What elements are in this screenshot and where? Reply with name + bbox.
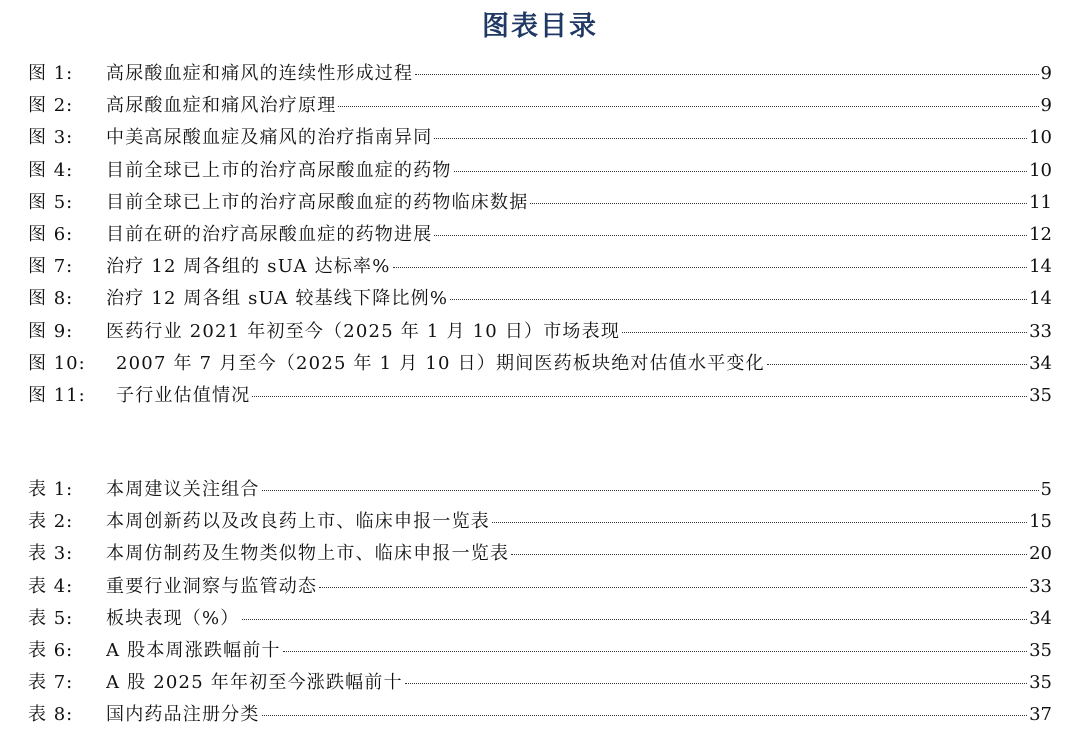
entry-title: 本周建议关注组合 xyxy=(106,479,260,500)
dot-leader xyxy=(262,715,1027,716)
dot-leader xyxy=(415,74,1038,75)
entry-number: 表 8: xyxy=(28,704,74,726)
entry-number: 表 3: xyxy=(28,543,74,565)
toc-entry-table-2[interactable] xyxy=(28,506,1052,538)
entry-page-number: 35 xyxy=(1029,639,1052,661)
toc-entry-figure-8[interactable] xyxy=(28,283,1052,315)
entry-page-number: 35 xyxy=(1029,384,1052,406)
entry-page-number: 33 xyxy=(1029,320,1052,342)
dot-leader xyxy=(434,235,1027,236)
entry-title: 目前在研的治疗高尿酸血症的药物进展 xyxy=(106,223,433,245)
toc-entry-figure-2[interactable] xyxy=(28,90,1052,122)
dot-leader xyxy=(242,619,1028,620)
entry-title: 医药行业 2021 年初至今（2025 年 1 月 10 日）市场表现 xyxy=(106,320,621,342)
entry-number: 图 10: xyxy=(28,352,86,374)
dot-leader xyxy=(393,267,1028,268)
entry-page-number: 35 xyxy=(1029,672,1052,694)
entry-number: 表 1: xyxy=(28,479,74,500)
entry-title: 本周仿制药及生物类似物上市、临床申报一览表 xyxy=(106,543,510,565)
entry-number: 图 1: xyxy=(28,63,74,84)
entry-number: 图 4: xyxy=(28,159,74,181)
entry-page-number: 9 xyxy=(1040,63,1052,84)
dot-leader xyxy=(434,138,1027,139)
toc-entry-table-4[interactable] xyxy=(28,571,1052,603)
entry-page-number: 37 xyxy=(1029,704,1052,726)
dot-leader xyxy=(767,364,1027,365)
dot-leader xyxy=(622,332,1027,333)
entry-number: 图 2: xyxy=(28,95,74,117)
entry-title: 板块表现（%） xyxy=(106,607,240,629)
entry-page-number: 20 xyxy=(1029,543,1052,565)
entry-title: 高尿酸血症和痛风治疗原理 xyxy=(106,95,337,117)
entry-title: 治疗 12 周各组 sUA 较基线下降比例% xyxy=(106,288,449,310)
dot-leader xyxy=(252,396,1027,397)
page-title: 图表目录 xyxy=(482,11,598,42)
dot-leader xyxy=(492,522,1027,523)
entry-page-number: 33 xyxy=(1029,575,1052,597)
toc-entry-figure-11[interactable] xyxy=(28,380,1052,412)
entry-title: 子行业估值情况 xyxy=(116,384,251,406)
entry-number: 图 6: xyxy=(28,223,74,245)
entry-number: 图 11: xyxy=(28,384,86,406)
entry-number: 图 3: xyxy=(28,127,74,149)
dot-leader xyxy=(450,299,1027,300)
dot-leader xyxy=(530,203,1027,204)
toc-entry-figure-4[interactable] xyxy=(28,155,1052,187)
entry-number: 图 5: xyxy=(28,191,74,213)
entry-title: 治疗 12 周各组的 sUA 达标率% xyxy=(106,256,391,278)
entry-number: 表 6: xyxy=(28,639,74,661)
entry-page-number: 14 xyxy=(1029,256,1052,278)
entry-page-number: 10 xyxy=(1029,127,1052,149)
entry-page-number: 34 xyxy=(1029,352,1052,374)
dot-leader xyxy=(338,106,1038,107)
dot-leader xyxy=(405,683,1027,684)
entry-title: A 股 2025 年年初至今涨跌幅前十 xyxy=(106,672,403,694)
entry-title: A 股本周涨跌幅前十 xyxy=(106,639,281,661)
entry-page-number: 15 xyxy=(1029,511,1052,533)
toc-entry-table-3[interactable] xyxy=(28,538,1052,570)
toc-entry-figure-6[interactable] xyxy=(28,219,1052,251)
dot-leader xyxy=(511,554,1027,555)
entry-page-number: 11 xyxy=(1029,191,1052,213)
dot-leader xyxy=(262,490,1039,491)
entry-title: 2007 年 7 月至今（2025 年 1 月 10 日）期间医药板块绝对估值水平变化 xyxy=(116,352,765,374)
figure-index-list xyxy=(28,58,1052,412)
entry-number: 表 2: xyxy=(28,511,74,533)
entry-number: 表 7: xyxy=(28,672,74,694)
toc-entry-table-5[interactable] xyxy=(28,603,1052,635)
toc-entry-figure-10[interactable] xyxy=(28,348,1052,380)
toc-entry-figure-1[interactable] xyxy=(28,58,1052,90)
toc-entry-table-6[interactable] xyxy=(28,635,1052,667)
toc-entry-figure-3[interactable] xyxy=(28,122,1052,154)
entry-title: 目前全球已上市的治疗高尿酸血症的药物临床数据 xyxy=(106,191,529,213)
entry-number: 图 7: xyxy=(28,256,74,278)
entry-title: 目前全球已上市的治疗高尿酸血症的药物 xyxy=(106,159,452,181)
entry-title: 本周创新药以及改良药上市、临床申报一览表 xyxy=(106,511,490,533)
toc-entry-figure-7[interactable] xyxy=(28,251,1052,283)
dot-leader xyxy=(454,171,1027,172)
toc-entry-table-7[interactable] xyxy=(28,667,1052,699)
entry-number: 表 5: xyxy=(28,607,74,629)
dot-leader xyxy=(283,651,1027,652)
entry-number: 图 8: xyxy=(28,288,74,310)
entry-number: 表 4: xyxy=(28,575,74,597)
entry-page-number: 9 xyxy=(1040,95,1052,117)
entry-page-number: 10 xyxy=(1029,159,1052,181)
entry-title: 重要行业洞察与监管动态 xyxy=(106,575,318,597)
dot-leader xyxy=(319,587,1027,588)
toc-entry-figure-5[interactable] xyxy=(28,187,1052,219)
entry-number: 图 9: xyxy=(28,320,74,342)
entry-title: 中美高尿酸血症及痛风的治疗指南异同 xyxy=(106,127,433,149)
entry-page-number: 14 xyxy=(1029,288,1052,310)
entry-page-number: 5 xyxy=(1040,479,1052,500)
toc-entry-figure-9[interactable] xyxy=(28,316,1052,348)
toc-entry-table-8[interactable] xyxy=(28,699,1052,731)
toc-entry-table-1[interactable] xyxy=(28,474,1052,506)
entry-page-number: 34 xyxy=(1029,607,1052,629)
entry-title: 高尿酸血症和痛风的连续性形成过程 xyxy=(106,63,414,84)
table-index-list xyxy=(28,474,1052,732)
entry-page-number: 12 xyxy=(1029,223,1052,245)
entry-title: 国内药品注册分类 xyxy=(106,704,260,726)
